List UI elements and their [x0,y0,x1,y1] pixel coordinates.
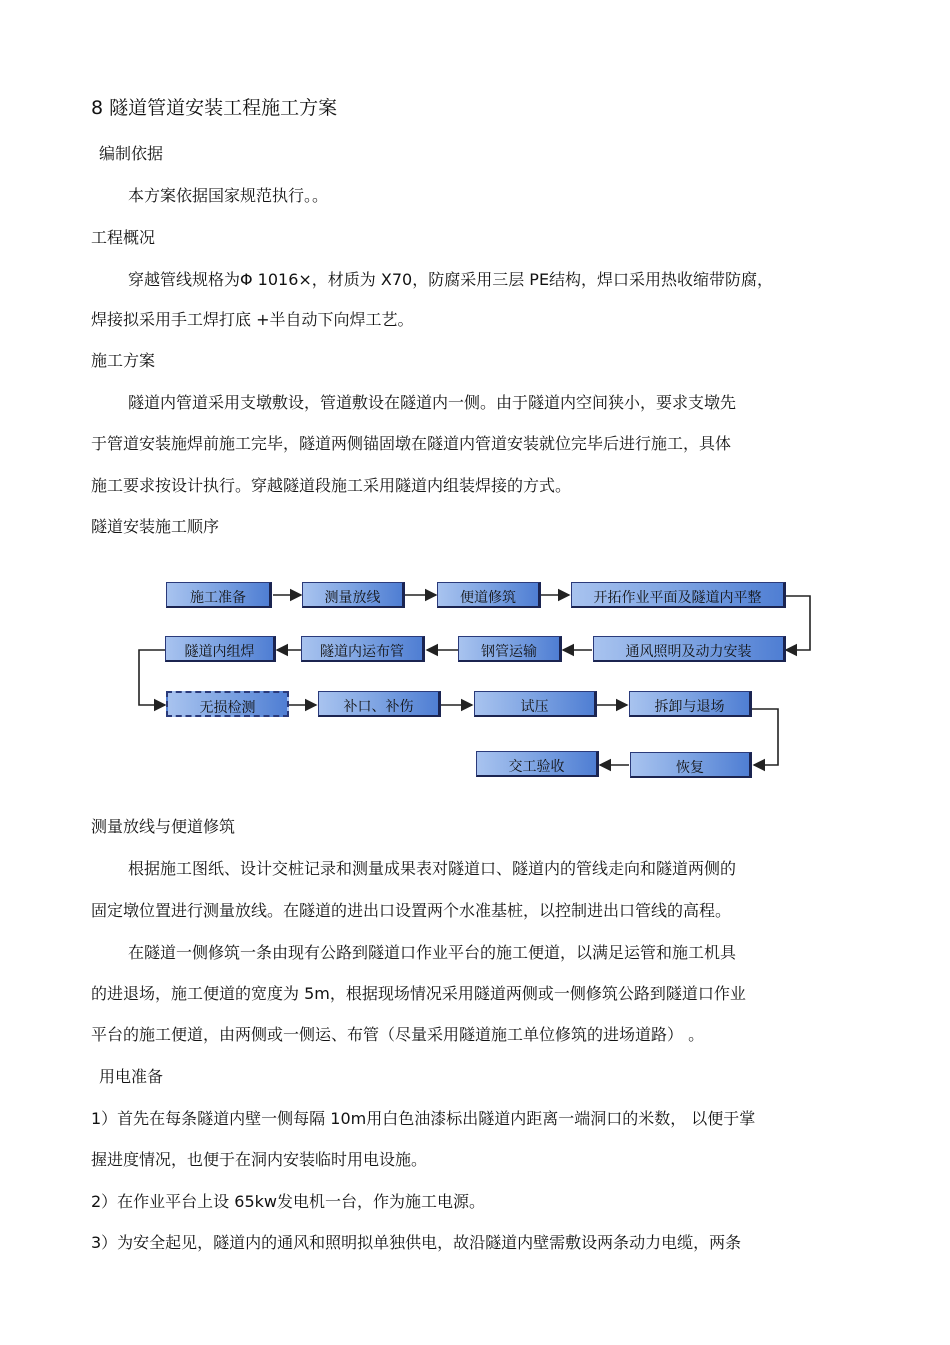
paragraph-survey-line-2: 固定墩位置进行测量放线。在隧道的进出口设置两个水准基桩，以控制进出口管线的高程。 [91,901,732,920]
flow-step-pipe-stringing: 隧道内运布管 [301,636,425,662]
section-heading-plan: 施工方案 [91,351,156,370]
section-heading-sequence: 隧道安装施工顺序 [91,517,220,536]
paragraph-overview-line-2: 焊接拟采用手工焊打底 +半自动下向焊工艺。 [91,310,414,329]
flow-step-coating-repair: 补口、补伤 [318,691,441,717]
paragraph-basis: 本方案依据国家规范执行。。 [128,186,329,205]
page-title: 8 隧道管道安装工程施工方案 [91,97,338,119]
paragraph-overview-line-1: 穿越管线规格为Φ 1016×，材质为 X70，防腐采用三层 PE结构，焊口采用热收缩带防腐， [128,270,774,289]
flow-step-welding: 隧道内组焊 [165,636,276,662]
paragraph-plan-line-2: 于管道安装施焊前施工完毕，隧道两侧锚固墩在隧道内管道安装就位完毕后进行施工，具体 [91,434,732,453]
paragraph-plan-line-1: 隧道内管道采用支墩敷设，管道敷设在隧道内一侧。由于隧道内空间狭小，要求支墩先 [128,393,737,412]
flow-step-acceptance: 交工验收 [476,751,599,777]
paragraph-survey-line-4: 的进退场，施工便道的宽度为 5m，根据现场情况采用隧道两侧或一侧修筑公路到隧道口作业 [91,984,746,1003]
flow-step-pipe-transport: 钢管运输 [458,636,562,662]
arrow-12-13 [752,709,778,765]
section-heading-survey: 测量放线与便道修筑 [91,817,236,836]
power-item-2: 2）在作业平台上设 65kw发电机一台，作为施工电源。 [91,1192,485,1211]
flow-step-pressure-test: 试压 [474,691,597,717]
paragraph-survey-line-1: 根据施工图纸、设计交桩记录和测量成果表对隧道口、隧道内的管线走向和隧道两侧的 [128,859,737,878]
power-item-3: 3）为安全起见，隧道内的通风和照明拟单独供电，故沿隧道内壁需敷设两条动力电缆，两条 [91,1233,742,1252]
paragraph-survey-line-5: 平台的施工便道，由两侧或一侧运、布管（尽量采用隧道施工单位修筑的进场道路） 。 [91,1025,705,1044]
flow-step-ndt: 无损检测 [166,691,289,717]
flow-step-survey: 测量放线 [302,582,405,608]
flow-step-ventilation-power: 通风照明及动力安装 [593,636,786,662]
section-heading-basis: 编制依据 [99,144,164,163]
section-heading-power: 用电准备 [99,1067,164,1086]
flow-step-work-platform: 开拓作业平面及隧道内平整 [571,582,786,608]
power-item-1-line-2: 握进度情况，也便于在洞内安装临时用电设施。 [91,1150,428,1169]
flow-step-restoration: 恢复 [630,752,752,778]
paragraph-plan-line-3: 施工要求按设计执行。穿越隧道段施工采用隧道内组装焊接的方式。 [91,476,572,495]
flow-step-preparation: 施工准备 [166,582,272,608]
flow-step-access-road: 便道修筑 [437,582,541,608]
arrow-8-9 [139,650,165,705]
section-heading-overview: 工程概况 [91,228,156,247]
flow-step-dismantle-exit: 拆卸与退场 [629,691,752,717]
paragraph-survey-line-3: 在隧道一侧修筑一条由现有公路到隧道口作业平台的施工便道，以满足运管和施工机具 [128,943,737,962]
arrow-4-5 [786,596,810,650]
power-item-1-line-1: 1）首先在每条隧道内壁一侧每隔 10m用白色油漆标出隧道内距离一端洞口的米数， 以便于掌 [91,1109,756,1128]
